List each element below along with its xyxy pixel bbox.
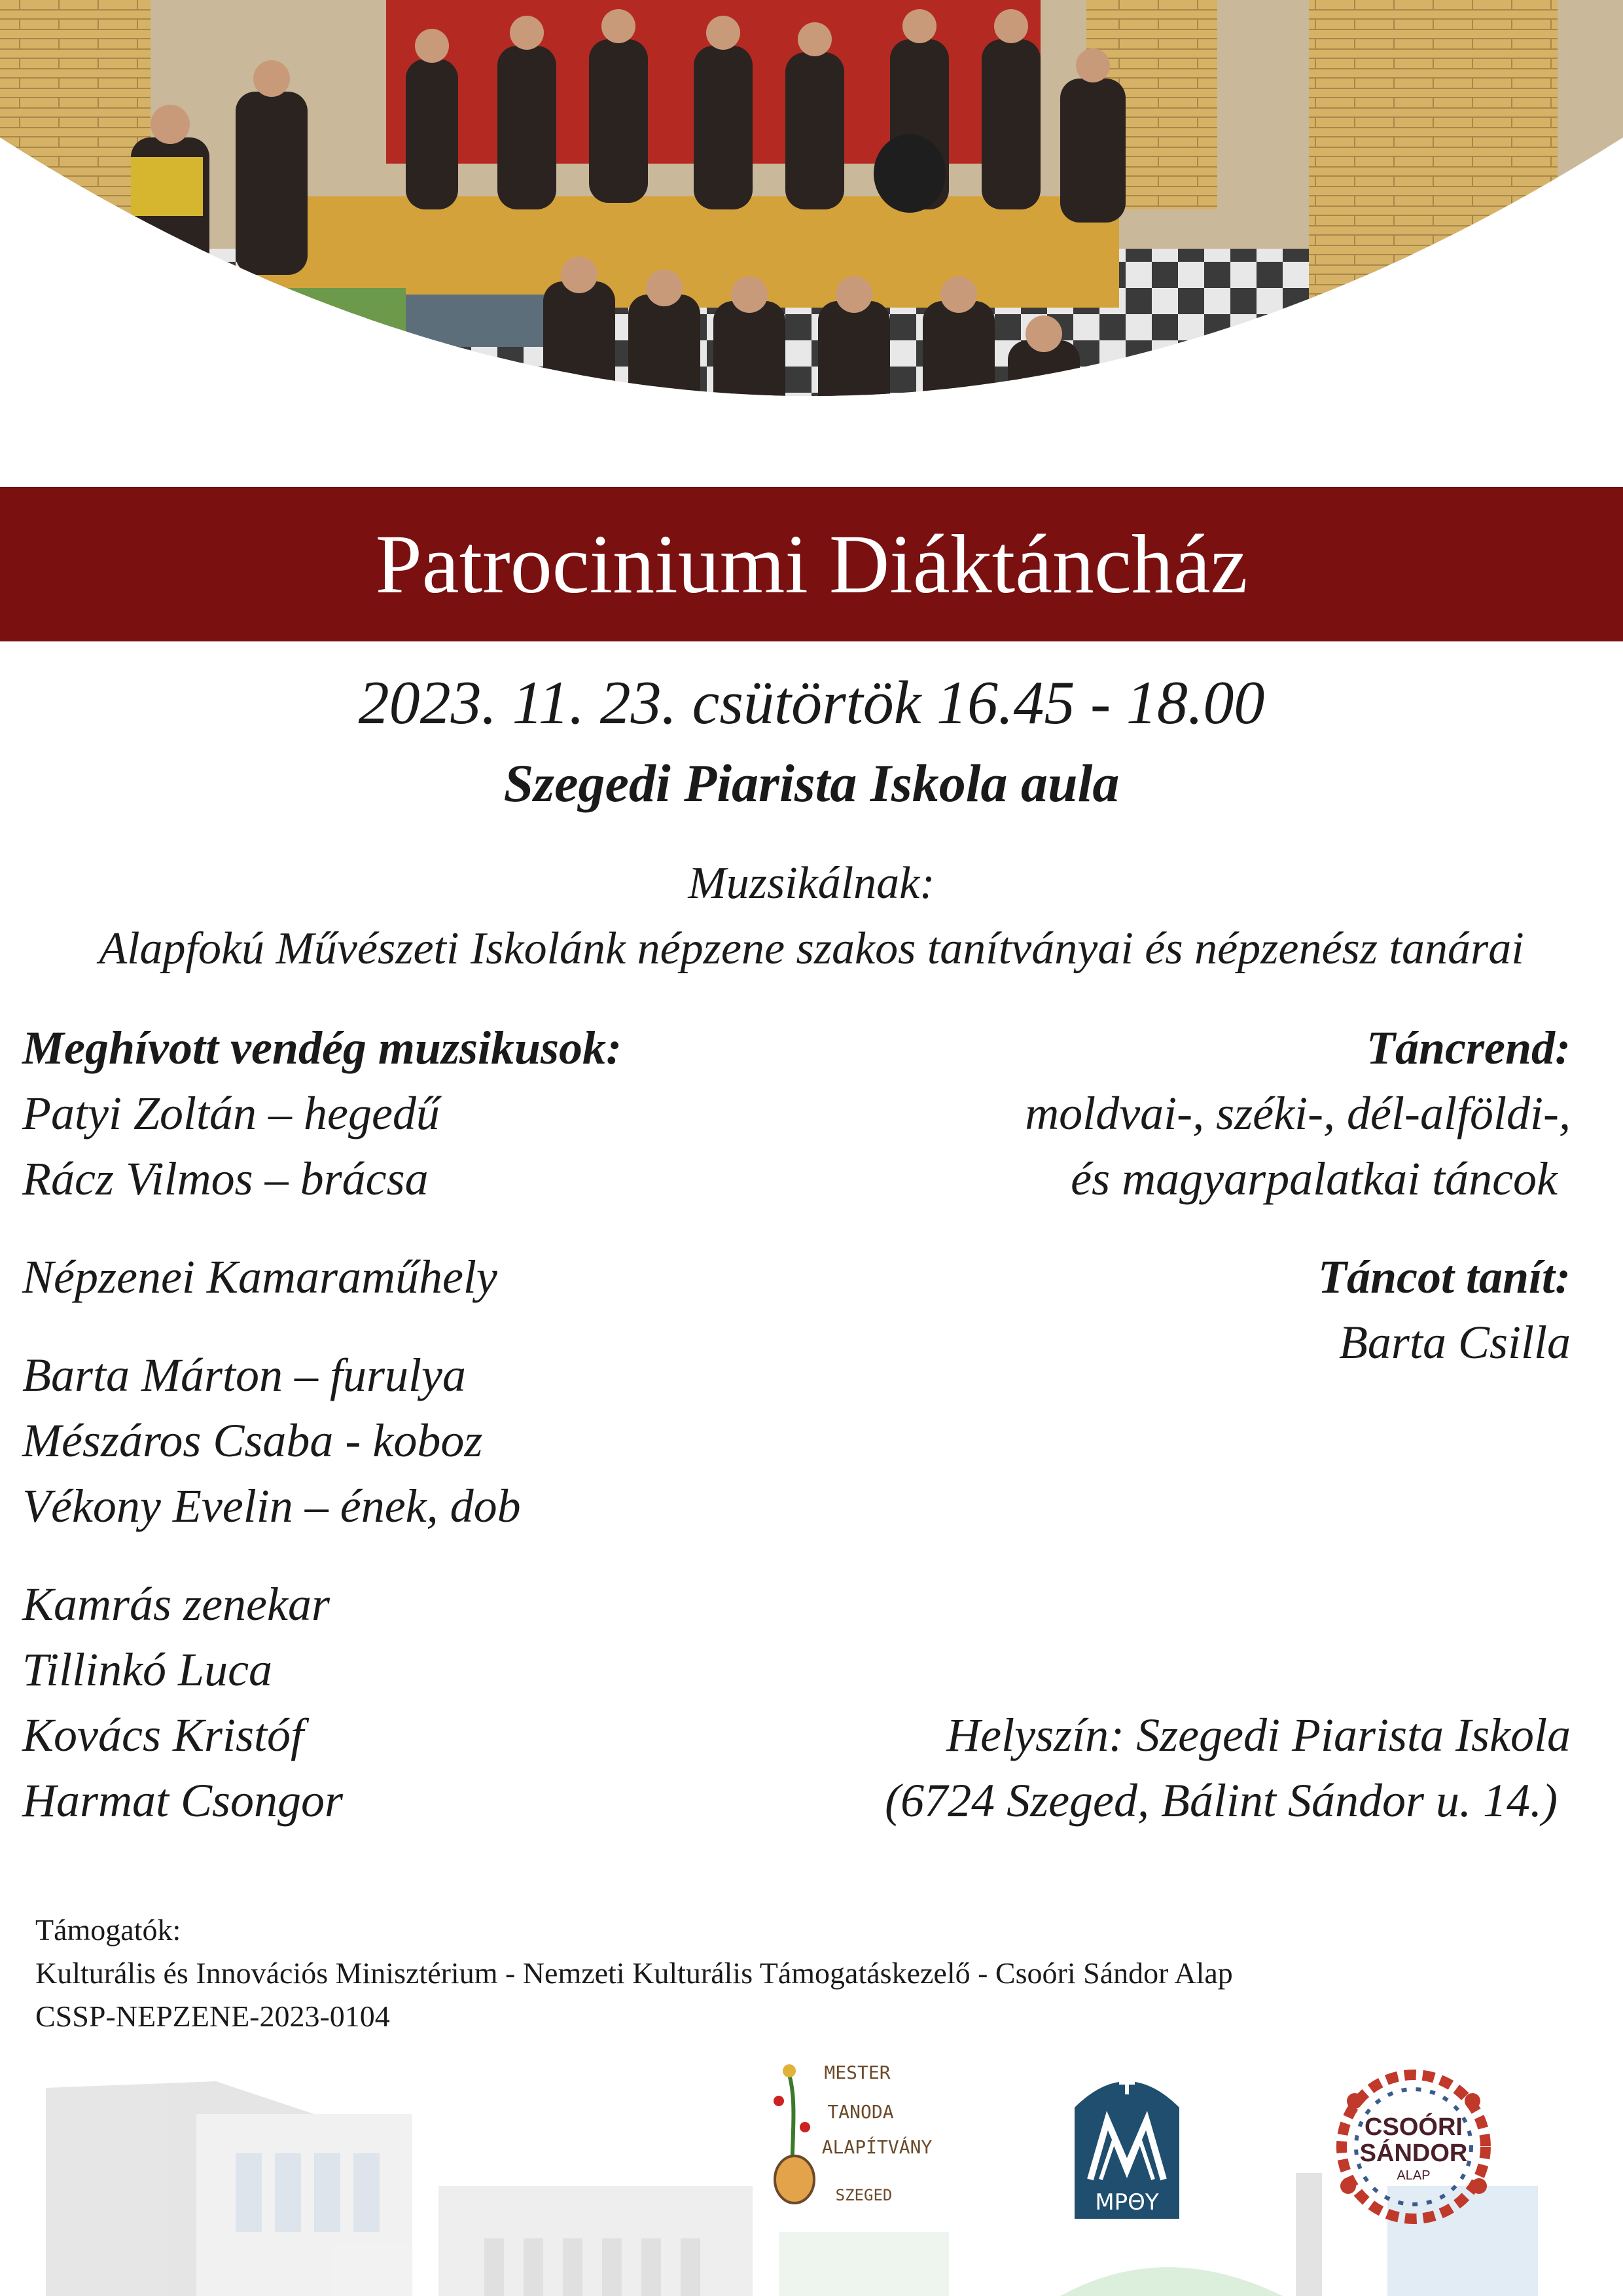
event-title: Patrociniumi Diáktáncház [375,518,1248,611]
svg-text:TANODA: TANODA [827,2101,894,2123]
teacher-name: Barta Csilla [1338,1316,1571,1369]
svg-text:ALAPÍTVÁNY: ALAPÍTVÁNY [821,2136,933,2158]
sponsors-label: Támogatók: [35,1913,181,1946]
dance-order-line: moldvai-, széki-, dél-alföldi-, [1025,1087,1571,1139]
guest-line: Népzenei Kamaraműhely [22,1251,497,1303]
title-banner [0,487,1623,641]
location-line1: Helyszín: Szegedi Piarista Iskola [946,1709,1571,1761]
csoori-logo-text-1: CSOÓRI [1364,2113,1463,2141]
guest-line: Barta Márton – furulya [22,1349,466,1401]
guest-line: Harmat Csongor [22,1774,344,1827]
performers-text: Alapfokú Művészeti Iskolánk népzene szakos tanítványai és népzenész tanárai [99,924,1524,974]
event-venue: Szegedi Piarista Iskola aula [503,753,1120,813]
guest-line: Tillinkó Luca [22,1643,273,1696]
csoori-logo-text-3: ALAP [1397,2168,1431,2183]
csoori-sandor-logo [1315,2055,1512,2245]
dance-order-line: és magyarpalatkai táncok [1071,1153,1558,1205]
guest-line: Kamrás zenekar [22,1578,330,1630]
header-photo [0,0,1623,471]
dance-order-heading: Táncrend: [1366,1022,1571,1074]
teacher-heading: Táncot tanít: [1317,1251,1571,1303]
sponsors-code: CSSP-NEPZENE-2023-0104 [35,2000,390,2033]
svg-text:MESTER: MESTER [824,2062,891,2083]
performers-label: Muzsikálnak: [688,858,935,908]
guests-heading: Meghívott vendég muzsikusok: [22,1022,622,1074]
csoori-logo-text-2: SÁNDOR [1359,2140,1468,2167]
mester-tanoda-logo [753,2055,962,2225]
guest-line: Kovács Kristóf [22,1709,304,1761]
guest-line: Patyi Zoltán – hegedű [22,1087,440,1139]
svg-text:SZEGED: SZEGED [835,2186,893,2204]
location-line2: (6724 Szeged, Bálint Sándor u. 14.) [885,1774,1558,1827]
guest-line: Mészáros Csaba - koboz [22,1414,483,1467]
guest-line: Rácz Vilmos – brácsa [22,1153,429,1205]
event-date: 2023. 11. 23. csütörtök 16.45 - 18.00 [358,669,1265,737]
sponsors-line: Kulturális és Innovációs Minisztérium - Nemzeti Kulturális Támogatáskezelő - Csoóri Sándor Alap [35,1956,1233,1990]
mpthy-logo [1068,2062,1186,2225]
mpthy-logo-text: ΜΡΘΥ [1095,2189,1159,2215]
guest-line: Vékony Evelin – ének, dob [22,1480,521,1532]
